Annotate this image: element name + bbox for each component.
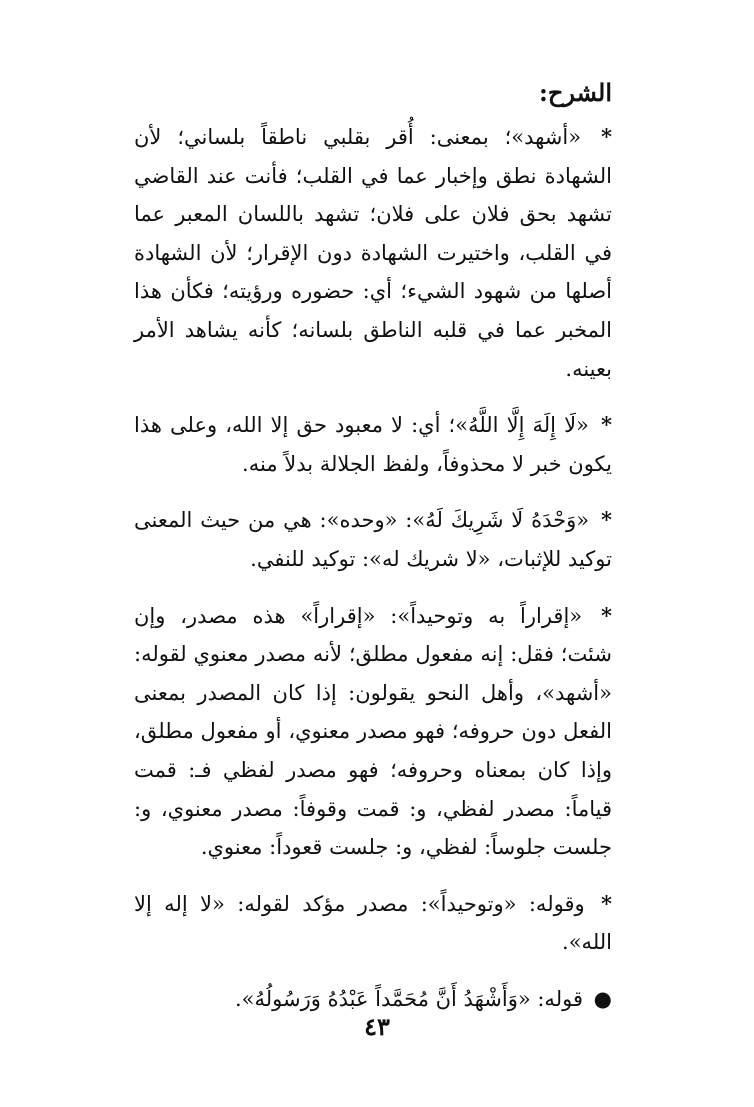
asterisk-bullet: * xyxy=(601,412,612,438)
paragraph-tawhidan xyxy=(134,885,612,962)
asterisk-bullet: * xyxy=(601,602,612,628)
paragraph-text: «وَحْدَهُ لَا شَرِيكَ لَهُ»: «وحده»: هي من حيث المعنى توكيد للإثبات، «لا شريك له»: توكيد للنفي. xyxy=(134,508,612,571)
paragraph-text: «أشهد»؛ بمعنى: أُقر بقلبي ناطقاً بلساني؛ لأن الشهادة نطق وإخبار عما في القلب؛ فأنت عند القاضي تشهد بحق فلان على فلان؛ تشهد باللسان المعبر عما في القلب، واختيرت الشهادة دون الإقرار؛ لأن الشهادة أصلها من شهود الشيء؛ أي: حضوره ورؤيته؛ فكأن هذا المخبر عما في قلبه الناطق بلسانه؛ كأنه يشاهد الأمر بعينه. xyxy=(134,125,612,381)
paragraph-text: «لَا إِلَهَ إِلَّا اللَّهُ»؛ أي: لا معبود حق إلا الله، وعلى هذا يكون خبر لا محذوفاً، ولفظ الجلالة بدلاً منه. xyxy=(134,413,612,476)
body-text xyxy=(134,118,612,1036)
paragraph-wahdahu xyxy=(134,501,612,578)
paragraph-text: وقوله: «وتوحيداً»: مصدر مؤكد لقوله: «لا إله إلا الله». xyxy=(134,891,612,955)
dot-bullet: ● xyxy=(593,985,612,1011)
paragraph-text: «إقراراً به وتوحيداً»: «إقراراً» هذه مصدر، وإن شئت؛ فقل: إنه مفعول مطلق؛ لأنه مصدر معنوي لقوله: «أشهد»، وأهل النحو يقولون: إذا كان المصدر بمعنى الفعل دون حروفه؛ فهو مصدر معنوي، أو مفعول مطلق، وإذا كان بمعناه وحروفه؛ فهو مصدر لفظي فـ: قمت قياماً: مصدر لفظي، و: قمت وقوفاً: مصدر معنوي، و: جلست جلوساً: لفظي، و: جلست قعوداً: معنوي. xyxy=(134,603,612,860)
asterisk-bullet: * xyxy=(601,890,612,916)
paragraph-la-ilaha xyxy=(134,406,612,483)
paragraph-text: قوله: «وَأَشْهَدُ أَنَّ مُحَمَّداً عَبْدُهُ وَرَسُولُهُ». xyxy=(235,986,583,1011)
asterisk-bullet: * xyxy=(601,124,612,149)
section-heading: الشرح: xyxy=(539,78,612,107)
asterisk-bullet: * xyxy=(601,507,612,533)
paragraph-iqraran xyxy=(134,597,612,867)
page-number: ٤٣ xyxy=(364,1012,390,1041)
paragraph-ashhad xyxy=(134,118,612,388)
